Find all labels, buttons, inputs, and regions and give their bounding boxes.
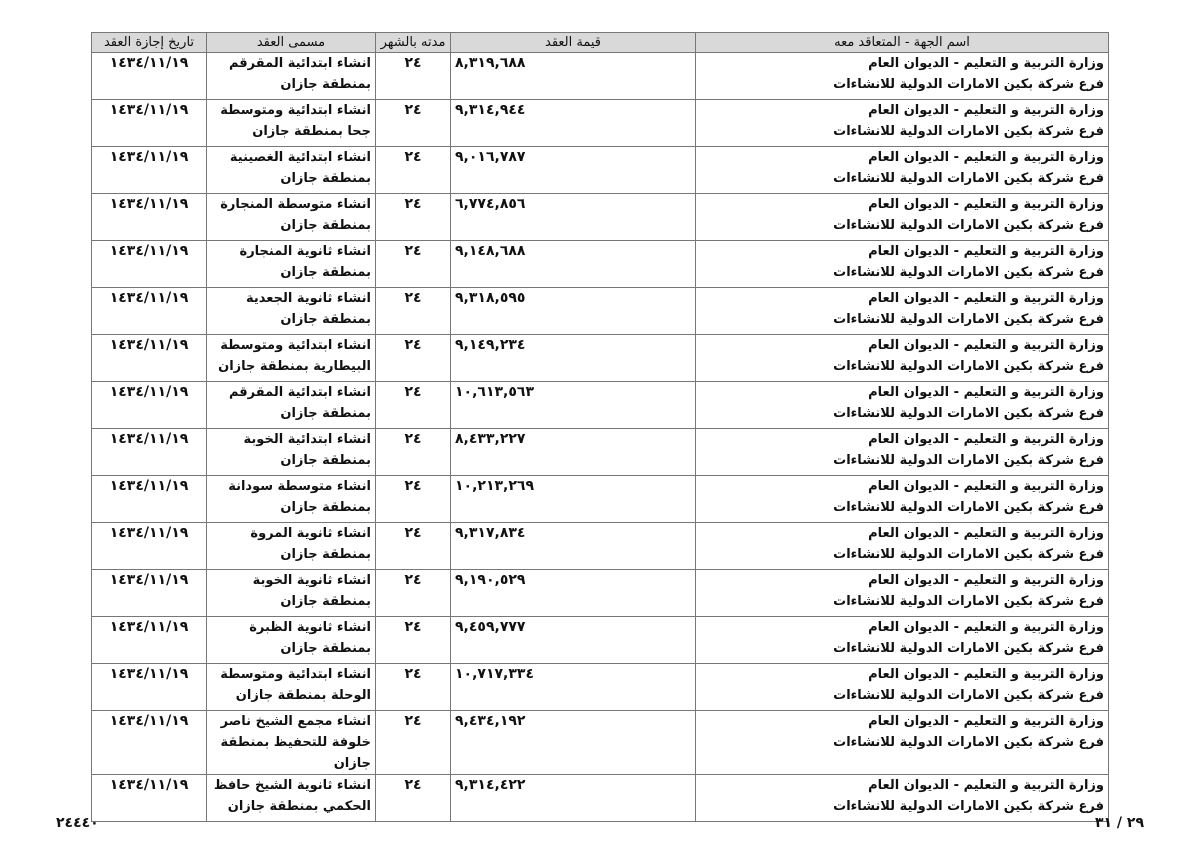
contract-value-cell: ١٠,٦١٣,٥٦٣	[451, 382, 696, 429]
entity-line-1: وزارة التربية و التعليم - الديوان العام	[868, 385, 1104, 400]
contract-value-cell: ٩,٣١٤,٤٢٢	[451, 775, 696, 822]
contract-value-cell: ٩,١٩٠,٥٢٩	[451, 570, 696, 617]
contract-name-cell: انشاء ابتدائية ومتوسطة جحا بمنطقة جازان	[207, 100, 376, 147]
table-row	[92, 147, 1109, 194]
table-row	[92, 382, 1109, 429]
contract-name-cell: انشاء ثانوية الظبرة بمنطقة جازان	[207, 617, 376, 664]
approval-date-cell: ١٤٣٤/١١/١٩	[92, 53, 207, 100]
duration-cell: ٢٤	[376, 664, 451, 711]
table-row	[92, 775, 1109, 822]
contract-name-cell: انشاء ابتدائية الخوبة بمنطقة جازان	[207, 429, 376, 476]
entity-cell	[696, 288, 1109, 335]
contract-name-cell: انشاء متوسطة سودانة بمنطقة جازان	[207, 476, 376, 523]
approval-date-cell: ١٤٣٤/١١/١٩	[92, 711, 207, 775]
duration-cell: ٢٤	[376, 194, 451, 241]
entity-cell	[696, 382, 1109, 429]
entity-cell	[696, 711, 1109, 775]
approval-date-cell: ١٤٣٤/١١/١٩	[92, 775, 207, 822]
approval-date-cell: ١٤٣٤/١١/١٩	[92, 147, 207, 194]
entity-cell	[696, 476, 1109, 523]
duration-cell: ٢٤	[376, 476, 451, 523]
duration-cell: ٢٤	[376, 53, 451, 100]
contract-value-cell: ٩,١٤٩,٢٣٤	[451, 335, 696, 382]
entity-line-1: وزارة التربية و التعليم - الديوان العام	[868, 620, 1104, 635]
contracts-table	[91, 32, 1109, 822]
contract-name-cell: انشاء ابتدائية المقرقم بمنطقة جازان	[207, 382, 376, 429]
entity-line-2: فرع شركة بكين الامارات الدولية للانشاءات	[833, 641, 1104, 656]
approval-date-cell: ١٤٣٤/١١/١٩	[92, 335, 207, 382]
contract-name-cell: انشاء ابتدائية ومتوسطة البيطارية بمنطقة جازان	[207, 335, 376, 382]
entity-cell	[696, 194, 1109, 241]
contract-name-cell: انشاء ثانوية المروة بمنطقة جازان	[207, 523, 376, 570]
table-row	[92, 53, 1109, 100]
approval-date-cell: ١٤٣٤/١١/١٩	[92, 241, 207, 288]
table-row	[92, 194, 1109, 241]
entity-line-2: فرع شركة بكين الامارات الدولية للانشاءات	[833, 265, 1104, 280]
entity-line-2: فرع شركة بكين الامارات الدولية للانشاءات	[833, 594, 1104, 609]
entity-line-1: وزارة التربية و التعليم - الديوان العام	[868, 479, 1104, 494]
duration-cell: ٢٤	[376, 570, 451, 617]
contract-value-cell: ٩,٣١٨,٥٩٥	[451, 288, 696, 335]
entity-line-1: وزارة التربية و التعليم - الديوان العام	[868, 56, 1104, 71]
contract-value-cell: ١٠,٧١٧,٣٣٤	[451, 664, 696, 711]
table-body	[92, 53, 1109, 822]
entity-cell	[696, 100, 1109, 147]
duration-cell: ٢٤	[376, 100, 451, 147]
approval-date-cell: ١٤٣٤/١١/١٩	[92, 100, 207, 147]
table-row	[92, 523, 1109, 570]
contract-name-cell: انشاء ثانوية الخوبة بمنطقة جازان	[207, 570, 376, 617]
duration-cell: ٢٤	[376, 429, 451, 476]
duration-cell: ٢٤	[376, 523, 451, 570]
entity-line-2: فرع شركة بكين الامارات الدولية للانشاءات	[833, 124, 1104, 139]
entity-line-1: وزارة التربية و التعليم - الديوان العام	[868, 103, 1104, 118]
contract-value-cell: ٨,٣١٩,٦٨٨	[451, 53, 696, 100]
duration-cell: ٢٤	[376, 147, 451, 194]
duration-cell: ٢٤	[376, 617, 451, 664]
duration-cell: ٢٤	[376, 711, 451, 775]
contract-value-cell: ٨,٤٣٣,٢٢٧	[451, 429, 696, 476]
entity-line-2: فرع شركة بكين الامارات الدولية للانشاءات	[833, 735, 1104, 750]
table-row	[92, 570, 1109, 617]
table-row	[92, 100, 1109, 147]
entity-cell	[696, 523, 1109, 570]
footer-page-number: ٢٩ / ٣١	[1094, 815, 1144, 831]
table-row	[92, 335, 1109, 382]
entity-line-1: وزارة التربية و التعليم - الديوان العام	[868, 197, 1104, 212]
entity-line-2: فرع شركة بكين الامارات الدولية للانشاءات	[833, 547, 1104, 562]
approval-date-cell: ١٤٣٤/١١/١٩	[92, 570, 207, 617]
entity-line-1: وزارة التربية و التعليم - الديوان العام	[868, 150, 1104, 165]
approval-date-cell: ١٤٣٤/١١/١٩	[92, 617, 207, 664]
contract-name-cell: انشاء ثانوية المنجارة بمنطقة جازان	[207, 241, 376, 288]
contract-value-cell: ١٠,٢١٣,٢٦٩	[451, 476, 696, 523]
table-row	[92, 288, 1109, 335]
entity-line-1: وزارة التربية و التعليم - الديوان العام	[868, 244, 1104, 259]
contract-name-cell: انشاء متوسطة المنجارة بمنطقة جازان	[207, 194, 376, 241]
contract-value-cell: ٦,٧٧٤,٨٥٦	[451, 194, 696, 241]
contract-value-cell: ٩,١٤٨,٦٨٨	[451, 241, 696, 288]
contract-name-cell: انشاء ابتدائية ومتوسطة الوحلة بمنطقة جازان	[207, 664, 376, 711]
contract-name-cell: انشاء مجمع الشيخ ناصر خلوفة للتحفيظ بمنطقة جازان	[207, 711, 376, 775]
duration-cell: ٢٤	[376, 288, 451, 335]
header-name: مسمى العقد	[207, 33, 376, 53]
approval-date-cell: ١٤٣٤/١١/١٩	[92, 523, 207, 570]
contract-value-cell: ٩,٠١٦,٧٨٧	[451, 147, 696, 194]
entity-line-2: فرع شركة بكين الامارات الدولية للانشاءات	[833, 171, 1104, 186]
entity-line-1: وزارة التربية و التعليم - الديوان العام	[868, 714, 1104, 729]
approval-date-cell: ١٤٣٤/١١/١٩	[92, 288, 207, 335]
entity-cell	[696, 53, 1109, 100]
entity-line-2: فرع شركة بكين الامارات الدولية للانشاءات	[833, 218, 1104, 233]
contract-name-cell: انشاء ثانوية الجعدية بمنطقة جازان	[207, 288, 376, 335]
entity-line-1: وزارة التربية و التعليم - الديوان العام	[868, 573, 1104, 588]
footer-document-number: ٢٤٤٤٠	[56, 815, 99, 831]
contract-name-cell: انشاء ابتدائية المقرقم بمنطقة جازان	[207, 53, 376, 100]
table-row	[92, 711, 1109, 775]
approval-date-cell: ١٤٣٤/١١/١٩	[92, 429, 207, 476]
entity-cell	[696, 147, 1109, 194]
entity-line-1: وزارة التربية و التعليم - الديوان العام	[868, 432, 1104, 447]
entity-cell	[696, 570, 1109, 617]
entity-line-1: وزارة التربية و التعليم - الديوان العام	[868, 526, 1104, 541]
contract-value-cell: ٩,٤٥٩,٧٧٧	[451, 617, 696, 664]
entity-line-2: فرع شركة بكين الامارات الدولية للانشاءات	[833, 406, 1104, 421]
approval-date-cell: ١٤٣٤/١١/١٩	[92, 476, 207, 523]
entity-cell	[696, 429, 1109, 476]
entity-line-1: وزارة التربية و التعليم - الديوان العام	[868, 291, 1104, 306]
approval-date-cell: ١٤٣٤/١١/١٩	[92, 194, 207, 241]
entity-line-2: فرع شركة بكين الامارات الدولية للانشاءات	[833, 799, 1104, 814]
header-value: قيمة العقد	[451, 33, 696, 53]
duration-cell: ٢٤	[376, 241, 451, 288]
entity-line-2: فرع شركة بكين الامارات الدولية للانشاءات	[833, 688, 1104, 703]
contract-name-cell: انشاء ابتدائية الغصينية بمنطقة جازان	[207, 147, 376, 194]
table-row	[92, 664, 1109, 711]
header-entity: اسم الجهة - المتعاقد معه	[696, 33, 1109, 53]
entity-line-2: فرع شركة بكين الامارات الدولية للانشاءات	[833, 312, 1104, 327]
contract-value-cell: ٩,٣١٤,٩٤٤	[451, 100, 696, 147]
table-row	[92, 476, 1109, 523]
entity-cell	[696, 335, 1109, 382]
table-header-row	[92, 33, 1109, 53]
entity-cell	[696, 664, 1109, 711]
entity-line-2: فرع شركة بكين الامارات الدولية للانشاءات	[833, 77, 1104, 92]
approval-date-cell: ١٤٣٤/١١/١٩	[92, 382, 207, 429]
contract-value-cell: ٩,٤٣٤,١٩٢	[451, 711, 696, 775]
duration-cell: ٢٤	[376, 382, 451, 429]
entity-line-1: وزارة التربية و التعليم - الديوان العام	[868, 338, 1104, 353]
header-date: تاريخ إجازة العقد	[92, 33, 207, 53]
entity-cell	[696, 617, 1109, 664]
table-row	[92, 617, 1109, 664]
table-row	[92, 429, 1109, 476]
approval-date-cell: ١٤٣٤/١١/١٩	[92, 664, 207, 711]
duration-cell: ٢٤	[376, 335, 451, 382]
header-duration: مدته بالشهر	[376, 33, 451, 53]
entity-line-2: فرع شركة بكين الامارات الدولية للانشاءات	[833, 359, 1104, 374]
contract-name-cell: انشاء ثانوية الشيخ حافظ الحكمي بمنطقة جازان	[207, 775, 376, 822]
contract-value-cell: ٩,٣١٧,٨٣٤	[451, 523, 696, 570]
entity-line-2: فرع شركة بكين الامارات الدولية للانشاءات	[833, 500, 1104, 515]
duration-cell: ٢٤	[376, 775, 451, 822]
entity-cell	[696, 241, 1109, 288]
entity-cell	[696, 775, 1109, 822]
entity-line-1: وزارة التربية و التعليم - الديوان العام	[868, 778, 1104, 793]
table-row	[92, 241, 1109, 288]
entity-line-2: فرع شركة بكين الامارات الدولية للانشاءات	[833, 453, 1104, 468]
entity-line-1: وزارة التربية و التعليم - الديوان العام	[868, 667, 1104, 682]
